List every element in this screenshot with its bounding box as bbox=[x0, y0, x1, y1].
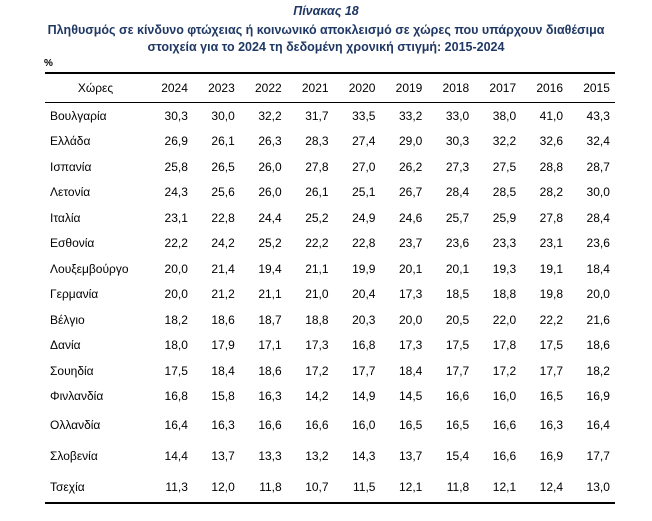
value-cell: 11,8 bbox=[240, 471, 287, 503]
value-cell: 16,5 bbox=[398, 417, 423, 432]
value-cell: 19,3 bbox=[492, 261, 517, 276]
value-cell: 16,6 bbox=[445, 389, 470, 404]
table-row bbox=[45, 307, 615, 333]
value-cell: 26,1 bbox=[211, 134, 235, 149]
value-cell: 30,0 bbox=[586, 185, 610, 200]
value-cell: 28,5 bbox=[492, 185, 517, 200]
table-row bbox=[45, 471, 615, 503]
value-cell: 21,1 bbox=[305, 261, 329, 276]
value-cell: 18,4 bbox=[398, 363, 423, 378]
value-cell: 13,2 bbox=[305, 448, 329, 463]
value-cell: 27,8 bbox=[305, 159, 329, 174]
value-cell: 20,5 bbox=[445, 312, 470, 327]
value-cell: 25,1 bbox=[352, 185, 376, 200]
value-cell: 23,6 bbox=[586, 236, 610, 251]
value-cell: 22,0 bbox=[492, 312, 517, 327]
value-cell: 18,4 bbox=[211, 363, 235, 378]
value-cell: 15,4 bbox=[445, 448, 470, 463]
unit-label: % bbox=[44, 58, 53, 69]
value-cell: 20,0 bbox=[586, 287, 610, 302]
value-cell: 21,6 bbox=[586, 312, 610, 327]
country-cell: Λουξεμβούργο bbox=[50, 261, 129, 276]
value-cell: 16,6 bbox=[258, 417, 282, 432]
value-cell: 27,0 bbox=[352, 159, 376, 174]
country-cell: Σλοβενία bbox=[50, 448, 98, 463]
table-title-line-2: στοιχεία για το 2024 τη δεδομένη χρονική στιγμή: 2015-2024 bbox=[147, 40, 505, 54]
country-cell: Εσθονία bbox=[50, 236, 95, 251]
header-year: 2021 bbox=[287, 73, 334, 103]
value-cell: 17,3 bbox=[398, 287, 423, 302]
value-cell: 25,2 bbox=[305, 210, 329, 225]
value-cell: 28,8 bbox=[539, 159, 564, 174]
value-cell: 17,3 bbox=[398, 338, 423, 353]
value-cell: 16,3 bbox=[539, 417, 564, 432]
value-cell: 16,8 bbox=[352, 338, 376, 353]
value-cell: 29,0 bbox=[398, 134, 423, 149]
value-cell: 27,5 bbox=[492, 159, 517, 174]
country-cell: Τσεχία bbox=[45, 471, 146, 503]
value-cell: 14,3 bbox=[352, 448, 376, 463]
value-cell: 16,4 bbox=[586, 417, 610, 432]
header-year: 2022 bbox=[240, 73, 287, 103]
value-cell: 12,4 bbox=[521, 471, 568, 503]
value-cell: 28,4 bbox=[445, 185, 470, 200]
value-cell: 43,3 bbox=[568, 103, 615, 129]
value-cell: 10,7 bbox=[287, 471, 334, 503]
value-cell: 26,0 bbox=[258, 185, 282, 200]
value-cell: 13,3 bbox=[258, 448, 282, 463]
country-cell: Γερμανία bbox=[50, 287, 99, 302]
value-cell: 18,4 bbox=[586, 261, 610, 276]
value-cell: 16,6 bbox=[492, 417, 517, 432]
value-cell: 18,5 bbox=[445, 287, 470, 302]
table-row bbox=[45, 440, 615, 471]
value-cell: 17,3 bbox=[305, 338, 329, 353]
value-cell: 12,1 bbox=[474, 471, 521, 503]
header-row bbox=[45, 73, 615, 103]
value-cell: 30,3 bbox=[445, 134, 470, 149]
value-cell: 28,4 bbox=[586, 210, 610, 225]
value-cell: 22,8 bbox=[352, 236, 376, 251]
poverty-risk-table bbox=[45, 72, 615, 504]
value-cell: 24,3 bbox=[164, 185, 188, 200]
country-cell: Ισπανία bbox=[50, 159, 92, 174]
table-row bbox=[45, 103, 615, 129]
value-cell: 16,3 bbox=[211, 417, 235, 432]
value-cell: 16,6 bbox=[492, 448, 517, 463]
header-country: Χώρες bbox=[45, 73, 146, 103]
value-cell: 24,4 bbox=[258, 210, 282, 225]
value-cell: 21,4 bbox=[211, 261, 235, 276]
value-cell: 23,1 bbox=[539, 236, 564, 251]
value-cell: 17,7 bbox=[445, 363, 470, 378]
table-row bbox=[45, 205, 615, 231]
value-cell: 15,8 bbox=[211, 389, 235, 404]
value-cell: 20,4 bbox=[352, 287, 376, 302]
value-cell: 20,0 bbox=[164, 261, 188, 276]
value-cell: 16,4 bbox=[164, 417, 188, 432]
value-cell: 25,2 bbox=[258, 236, 282, 251]
value-cell: 12,0 bbox=[193, 471, 240, 503]
value-cell: 18,0 bbox=[164, 338, 188, 353]
value-cell: 22,2 bbox=[164, 236, 188, 251]
value-cell: 23,3 bbox=[492, 236, 517, 251]
table-title-line-1: Πληθυσμός σε κίνδυνο φτώχειας ή κοινωνικό αποκλεισμό σε χώρες που υπάρχουν διαθέσιμα bbox=[47, 23, 605, 37]
value-cell: 11,3 bbox=[146, 471, 193, 503]
value-cell: 32,2 bbox=[240, 103, 287, 129]
value-cell: 30,0 bbox=[193, 103, 240, 129]
value-cell: 27,8 bbox=[539, 210, 564, 225]
table-row bbox=[45, 358, 615, 384]
value-cell: 17,2 bbox=[305, 363, 329, 378]
country-cell: Ιταλία bbox=[50, 210, 81, 225]
value-cell: 13,7 bbox=[398, 448, 423, 463]
value-cell: 23,1 bbox=[164, 210, 188, 225]
country-cell: Σουηδία bbox=[50, 363, 94, 378]
value-cell: 18,2 bbox=[586, 363, 610, 378]
value-cell: 19,4 bbox=[258, 261, 282, 276]
value-cell: 22,8 bbox=[211, 210, 235, 225]
value-cell: 16,0 bbox=[492, 389, 517, 404]
header-year: 2018 bbox=[427, 73, 474, 103]
value-cell: 17,7 bbox=[352, 363, 376, 378]
value-cell: 14,9 bbox=[352, 389, 376, 404]
value-cell: 13,0 bbox=[568, 471, 615, 503]
header-year: 2016 bbox=[521, 73, 568, 103]
header-year: 2019 bbox=[380, 73, 427, 103]
value-cell: 18,2 bbox=[164, 312, 188, 327]
value-cell: 27,4 bbox=[352, 134, 376, 149]
value-cell: 14,4 bbox=[164, 448, 188, 463]
value-cell: 19,8 bbox=[539, 287, 564, 302]
value-cell: 32,6 bbox=[539, 134, 564, 149]
value-cell: 20,0 bbox=[164, 287, 188, 302]
country-cell: Δανία bbox=[50, 338, 81, 353]
table-row bbox=[45, 333, 615, 359]
country-cell: Βουλγαρία bbox=[45, 103, 146, 129]
value-cell: 17,5 bbox=[445, 338, 470, 353]
value-cell: 22,2 bbox=[539, 312, 564, 327]
value-cell: 16,6 bbox=[305, 417, 329, 432]
table-row bbox=[45, 129, 615, 155]
header-year: 2023 bbox=[193, 73, 240, 103]
value-cell: 24,6 bbox=[398, 210, 423, 225]
value-cell: 28,7 bbox=[586, 159, 610, 174]
value-cell: 26,5 bbox=[211, 159, 235, 174]
value-cell: 17,1 bbox=[258, 338, 282, 353]
value-cell: 21,1 bbox=[258, 287, 282, 302]
table-row bbox=[45, 154, 615, 180]
value-cell: 16,3 bbox=[258, 389, 282, 404]
header-year: 2015 bbox=[568, 73, 615, 103]
value-cell: 19,9 bbox=[352, 261, 376, 276]
value-cell: 31,7 bbox=[287, 103, 334, 129]
table-row bbox=[45, 409, 615, 440]
value-cell: 25,6 bbox=[211, 185, 235, 200]
value-cell: 21,2 bbox=[211, 287, 235, 302]
value-cell: 14,2 bbox=[305, 389, 329, 404]
value-cell: 26,1 bbox=[305, 185, 329, 200]
value-cell: 23,7 bbox=[398, 236, 423, 251]
value-cell: 33,0 bbox=[427, 103, 474, 129]
header-year: 2024 bbox=[146, 73, 193, 103]
value-cell: 27,3 bbox=[445, 159, 470, 174]
country-cell: Φινλανδία bbox=[50, 389, 104, 404]
value-cell: 26,2 bbox=[398, 159, 423, 174]
country-cell: Βέλγιο bbox=[50, 312, 85, 327]
value-cell: 17,8 bbox=[492, 338, 517, 353]
value-cell: 24,2 bbox=[211, 236, 235, 251]
value-cell: 26,7 bbox=[398, 185, 423, 200]
table-row bbox=[45, 180, 615, 206]
value-cell: 17,5 bbox=[539, 338, 564, 353]
value-cell: 17,7 bbox=[539, 363, 564, 378]
value-cell: 33,2 bbox=[380, 103, 427, 129]
value-cell: 17,5 bbox=[164, 363, 188, 378]
table-number: Πίνακας 18 bbox=[293, 4, 359, 18]
value-cell: 18,6 bbox=[586, 338, 610, 353]
value-cell: 14,5 bbox=[398, 389, 423, 404]
value-cell: 25,9 bbox=[492, 210, 517, 225]
value-cell: 26,3 bbox=[258, 134, 282, 149]
country-cell: Ολλανδία bbox=[50, 417, 101, 432]
value-cell: 12,1 bbox=[380, 471, 427, 503]
country-cell: Λετονία bbox=[50, 185, 91, 200]
table-row bbox=[45, 282, 615, 308]
value-cell: 13,7 bbox=[211, 448, 235, 463]
value-cell: 16,8 bbox=[164, 389, 188, 404]
value-cell: 25,8 bbox=[164, 159, 188, 174]
value-cell: 32,2 bbox=[492, 134, 517, 149]
value-cell: 21,0 bbox=[305, 287, 329, 302]
value-cell: 20,1 bbox=[398, 261, 423, 276]
value-cell: 28,3 bbox=[305, 134, 329, 149]
value-cell: 16,9 bbox=[539, 448, 564, 463]
header-year: 2020 bbox=[334, 73, 381, 103]
value-cell: 16,5 bbox=[445, 417, 470, 432]
table-row bbox=[45, 384, 615, 410]
value-cell: 18,6 bbox=[258, 363, 282, 378]
value-cell: 20,1 bbox=[445, 261, 470, 276]
value-cell: 41,0 bbox=[521, 103, 568, 129]
value-cell: 26,9 bbox=[164, 134, 188, 149]
value-cell: 16,9 bbox=[586, 389, 610, 404]
value-cell: 20,0 bbox=[398, 312, 423, 327]
table-row bbox=[45, 231, 615, 257]
value-cell: 38,0 bbox=[474, 103, 521, 129]
value-cell: 28,2 bbox=[539, 185, 564, 200]
value-cell: 19,1 bbox=[539, 261, 564, 276]
value-cell: 23,6 bbox=[445, 236, 470, 251]
value-cell: 18,8 bbox=[305, 312, 329, 327]
value-cell: 11,8 bbox=[427, 471, 474, 503]
value-cell: 30,3 bbox=[146, 103, 193, 129]
value-cell: 32,4 bbox=[586, 134, 610, 149]
value-cell: 11,5 bbox=[334, 471, 381, 503]
value-cell: 26,0 bbox=[258, 159, 282, 174]
value-cell: 17,7 bbox=[586, 448, 610, 463]
table-body bbox=[45, 103, 615, 504]
country-cell: Ελλάδα bbox=[50, 134, 91, 149]
value-cell: 20,3 bbox=[352, 312, 376, 327]
value-cell: 33,5 bbox=[334, 103, 381, 129]
value-cell: 17,2 bbox=[492, 363, 517, 378]
table-row bbox=[45, 256, 615, 282]
value-cell: 25,7 bbox=[445, 210, 470, 225]
value-cell: 24,9 bbox=[352, 210, 376, 225]
value-cell: 16,5 bbox=[539, 389, 564, 404]
value-cell: 18,7 bbox=[258, 312, 282, 327]
value-cell: 22,2 bbox=[305, 236, 329, 251]
value-cell: 18,6 bbox=[211, 312, 235, 327]
value-cell: 17,9 bbox=[211, 338, 235, 353]
header-year: 2017 bbox=[474, 73, 521, 103]
value-cell: 18,8 bbox=[492, 287, 517, 302]
value-cell: 16,0 bbox=[352, 417, 376, 432]
